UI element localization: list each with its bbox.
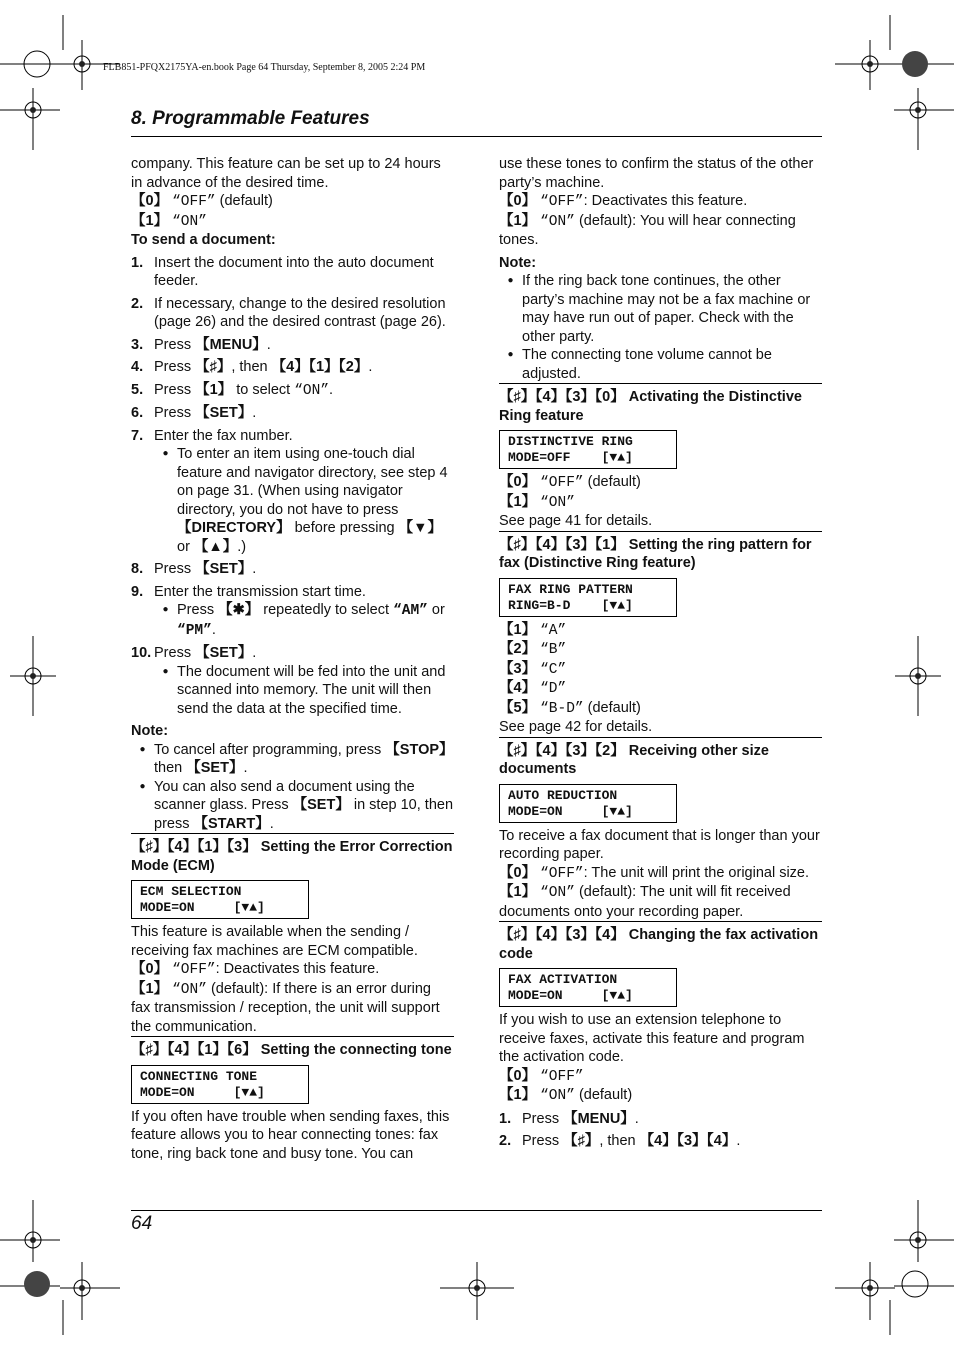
option-line: 【1】 “ON” (default): If there is an error during fax transmission / reception, the unit will support the communication. — [131, 980, 440, 1035]
section-heading-distinctive-ring: 【♯】【4】【3】【0】 Activating the Distinctive Ring feature — [499, 383, 822, 425]
option-line: 【4】 “D” — [499, 680, 567, 697]
right-column — [499, 155, 822, 1151]
step-4: 4. Press 【♯】, then 【4】【1】【2】. — [131, 359, 373, 375]
header-rule — [131, 136, 822, 137]
paragraph: To receive a fax document that is longer than your recording paper. — [499, 827, 820, 862]
step-9-bullet: ● Press 【✱】 repeatedly to select “AM” or “PM”. — [154, 601, 454, 640]
note-item: ● To cancel after programming, press 【STOP】 then 【SET】. — [131, 741, 454, 778]
option-line: 【0】 “OFF”: The unit will print the original size. — [499, 864, 810, 882]
bullet-icon: ● — [162, 448, 169, 459]
send-heading: To send a document: — [131, 232, 276, 248]
option-line: 【3】 “C” — [499, 660, 567, 678]
paragraph: If you often have trouble when sending faxes, this feature allows you to hear connecting tones: fax tone, ring back tone and busy tone. You can — [131, 1108, 450, 1162]
lcd-display: AUTO REDUCTION MODE=ON [▼▲] — [499, 784, 677, 823]
section-heading-fax-activation: 【♯】【4】【3】【4】 Changing the fax activation code — [499, 921, 822, 963]
option-line: 【1】 “A” — [499, 621, 567, 639]
note-heading: Note: — [499, 254, 537, 271]
step-8: 8. Press 【SET】. — [131, 561, 257, 577]
bullet-icon: ● — [139, 743, 146, 755]
page-number: 64 — [131, 1213, 153, 1234]
bullet-icon: ● — [162, 604, 169, 615]
lcd-display: ECM SELECTION MODE=ON [▼▲] — [131, 880, 309, 919]
lcd-display: DISTINCTIVE RING MODE=OFF [▼▲] — [499, 430, 677, 469]
bullet-icon: ● — [507, 275, 514, 286]
option-line: 【0】 “OFF” — [499, 1067, 584, 1085]
note-item: ● The connecting tone volume cannot be adjusted. — [499, 346, 822, 383]
left-column — [131, 155, 454, 1163]
note-heading: Note: — [131, 723, 169, 739]
file-meta: FLB851-PFQX2175YA-en.book Page 64 Thursday, September 8, 2005 2:24 PM — [103, 62, 426, 73]
option-line: 【0】 “OFF”: Deactivates this feature. — [131, 961, 380, 978]
section-heading-ring-pattern: 【♯】【4】【3】【1】 Setting the ring pattern for fax (Distinctive Ring feature) — [499, 531, 822, 573]
bullet-icon: ● — [507, 349, 514, 360]
option-line: 【1】 “ON” (default) — [499, 1087, 633, 1104]
see-page: See page 42 for details. — [499, 719, 653, 735]
paragraph: If you wish to use an extension telephone to receive faxes, activate this feature and program the activation code. — [499, 1012, 805, 1065]
step-10-bullet: ● The document will be fed into the unit and scanned into memory. The unit will then send the data at the specified time. — [154, 663, 454, 719]
paragraph: company. This feature can be set up to 24 hours in advance of the desired time. — [131, 156, 441, 191]
option-line: 【1】 “ON” — [131, 212, 207, 230]
option-line: 【1】 “ON” (default): You will hear connecting tones. — [499, 212, 796, 248]
option-line: 【0】 “OFF” (default) — [499, 474, 641, 491]
option-line: 【0】 “OFF” (default) — [131, 193, 273, 210]
footer-rule — [131, 1210, 822, 1211]
section-heading-auto-reduction: 【♯】【4】【3】【2】 Receiving other size documents — [499, 737, 822, 779]
paragraph: use these tones to confirm the status of the other party’s machine. — [499, 156, 814, 191]
step-5: 5. Press 【1】 to select “ON”. — [131, 381, 334, 399]
option-line: 【5】 “B-D” (default) — [499, 699, 641, 717]
section-heading-ecm: 【♯】【4】【1】【3】 Setting the Error Correction Mode (ECM) — [131, 833, 454, 875]
bullet-icon: ● — [139, 780, 146, 792]
bullet-icon: ● — [162, 665, 169, 677]
option-line: 【2】 “B” — [499, 641, 567, 658]
step-2: 2. Press 【♯】, then 【4】【3】【4】. — [499, 1133, 741, 1149]
step-1: 1. Insert the document into the auto document feeder. — [131, 254, 434, 289]
lcd-display: FAX RING PATTERN RING=B-D [▼▲] — [499, 578, 677, 617]
note-item: ● If the ring back tone continues, the other party’s machine may not be a fax machine or may have run out of paper. Check with the other party. — [499, 272, 822, 346]
chapter-title: 8. Programmable Features — [131, 108, 370, 129]
step-6: 6. Press 【SET】. — [131, 405, 257, 421]
step-2: 2. If necessary, change to the desired resolution (page 26) and the desired contrast (page 26). — [131, 295, 446, 330]
lcd-display: FAX ACTIVATION MODE=ON [▼▲] — [499, 968, 677, 1007]
paragraph: This feature is available when the sending / receiving fax machines are ECM compatible. — [131, 924, 418, 959]
step-9: 9. Enter the transmission start time. — [131, 583, 366, 600]
note-item: ● You can also send a document using the scanner glass. Press 【SET】 in step 10, then press 【START】. — [131, 778, 454, 834]
option-line: 【1】 “ON” — [499, 493, 575, 511]
step-10: 10. Press 【SET】. — [131, 645, 257, 661]
option-line: 【1】 “ON” (default): The unit will fit received documents onto your recording paper. — [499, 884, 791, 920]
option-line: 【0】 “OFF”: Deactivates this feature. — [499, 193, 748, 210]
see-page: See page 41 for details. — [499, 513, 653, 529]
step-1: 1. Press 【MENU】. — [499, 1110, 639, 1127]
step-3: 3. Press 【MENU】. — [131, 336, 271, 353]
step-7-bullet: ● To enter an item using one-touch dial feature and navigator directory, see step 4 on page 31. (When using navigator directory, you do not have to press 【DIRECTORY】 before pressing 【▼】 or 【▲】.) — [154, 445, 454, 556]
step-7: 7. Enter the fax number. — [131, 427, 293, 444]
section-heading-connecting-tone: 【♯】【4】【1】【6】 Setting the connecting tone — [131, 1036, 454, 1060]
lcd-display: CONNECTING TONE MODE=ON [▼▲] — [131, 1065, 309, 1104]
